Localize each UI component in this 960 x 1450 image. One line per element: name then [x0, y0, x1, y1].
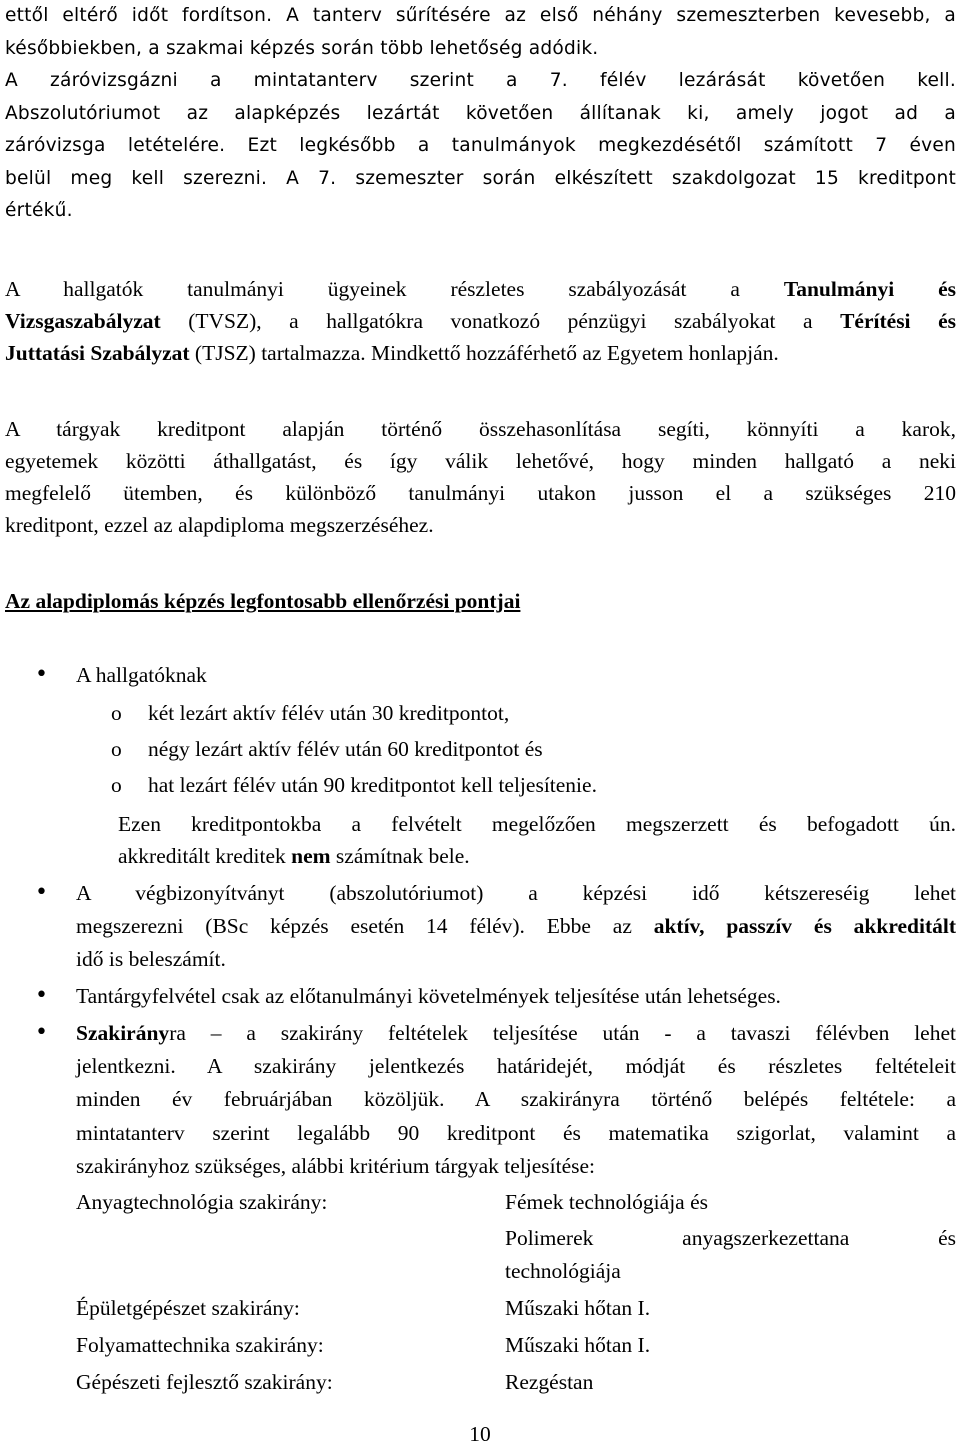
text-line: A végbizonyítványt (abszolutóriumot) a képzési idő kétszereséig lehet [76, 881, 956, 905]
text-line: belül meg kell szerezni. A 7. szemeszter során elkészített szakdolgozat 15 kreditpont [5, 167, 956, 189]
text-line: minden év februárjában közöljük. A szakirányra történő belépés feltétele: a [76, 1087, 956, 1112]
bullet-icon: • [35, 880, 48, 905]
specialization-name: Folyamattechnika szakirány: [76, 1333, 324, 1357]
bold-run: Tanulmányi és [783, 277, 957, 301]
text-line [118, 840, 956, 872]
sub-bullet-icon: o [111, 737, 122, 761]
text-line [5, 273, 956, 305]
text-line: későbbiekben, a szakmai képzés során több lehetőség adódik. [5, 37, 599, 59]
text-line: Polimerek anyagszerkezettana és [505, 1226, 956, 1250]
text-run: ra – a szakirány feltételek teljesítése után - a tavaszi félévben lehet [169, 1021, 956, 1045]
text-run: A hallgatók tanulmányi ügyeinek részletes szabályozását a [5, 277, 784, 301]
text-line: Abszolutóriumot az alapképzés lezártát követően állítanak ki, amely jogot ad a [5, 102, 956, 124]
bold-run: Szakirány [76, 1021, 170, 1045]
bullet-icon: • [35, 662, 48, 687]
specialization-name: Anyagtechnológia szakirány: [76, 1190, 328, 1214]
list-item-text [76, 877, 956, 977]
text-line [76, 1017, 956, 1050]
text-line [5, 305, 956, 337]
sub-list-item: hat lezárt félév után 90 kreditpontot kell teljesítenie. [148, 773, 597, 797]
list-item-text: A hallgatóknak [76, 663, 207, 687]
section-heading: Az alapdiplomás képzés legfontosabb ellenőrzési pontjai [5, 589, 521, 613]
specialization-subject: Fémek technológiája és [505, 1190, 708, 1214]
credits-paragraph [5, 413, 956, 541]
regulations-paragraph [5, 273, 956, 369]
bold-run: Térítési és [840, 309, 956, 333]
text-line: Ezen kreditpontokba a felvételt megelőzően megszerzett és befogadott ún. [118, 812, 956, 836]
sub-list-item: négy lezárt aktív félév után 60 kreditpontot és [148, 737, 543, 761]
text-run: megszerezni (BSc képzés esetén 14 félév). Ebbe az [76, 914, 654, 939]
sub-bullet-icon: o [111, 701, 122, 725]
list-item-text [76, 1017, 956, 1183]
intro-paragraph [5, 0, 956, 228]
text-run: akkreditált kreditek [118, 844, 292, 868]
text-line: értékű. [5, 200, 73, 221]
text-line: mintatanterv szerint legalább 90 kreditpont és matematika szigorlat, valamint a [76, 1120, 956, 1145]
text-line: megfelelő ütemben, és különböző tanulmányi utakon jusson el a szükséges 210 [5, 481, 956, 505]
text-run: (TVSZ), a hallgatókra vonatkozó pénzügyi szabályokat a [160, 309, 841, 333]
text-line: A záróvizsgázni a mintatanterv szerint a 7. félév lezárását követően kell. [5, 70, 956, 91]
specialization-subject: Rezgéstan [505, 1370, 594, 1394]
text-line [76, 910, 956, 943]
specialization-name: Épületgépészet szakirány: [76, 1296, 300, 1320]
text-line: A tárgyak kreditpont alapján történő összehasonlítása segíti, könnyíti a karok, [5, 417, 956, 441]
sub-bullet-icon: o [111, 773, 122, 797]
specialization-name: Gépészeti fejlesztő szakirány: [76, 1370, 333, 1394]
bold-run: Juttatási Szabályzat [5, 341, 190, 365]
text-line: ettől eltérő időt fordítson. A tanterv sűrítésére az első néhány szemeszterben kevesebb, a [5, 5, 956, 26]
text-line: záróvizsga letételére. Ezt legkésőbb a tanulmányok megkezdésétől számított 7 éven [5, 135, 956, 156]
text-line: egyetemek közötti áthallgatást, és így válik lehetővé, hogy minden hallgató a neki [5, 449, 956, 473]
bullet-icon: • [35, 1020, 48, 1045]
bold-run: Vizsgaszabályzat [5, 309, 161, 333]
text-line: idő is beleszámít. [76, 947, 226, 972]
list-item-text: Tantárgyfelvétel csak az előtanulmányi követelmények teljesítése után lehetséges. [76, 984, 781, 1008]
page-number: 10 [469, 1422, 491, 1446]
text-line: jelentkezni. A szakirány jelentkezés határidejét, módját és részletes feltételeit [76, 1054, 956, 1079]
text-run: számítnak bele. [330, 844, 470, 868]
bold-run: nem [291, 844, 331, 868]
text-line [5, 337, 956, 369]
text-line: technológiája [505, 1259, 621, 1283]
text-line: kreditpont, ezzel az alapdiploma megszerzéséhez. [5, 513, 434, 537]
text-run: (TJSZ) tartalmazza. Mindkettő hozzáférhető az Egyetem honlapján. [189, 341, 779, 365]
bold-run: aktív, passzív és akkreditált [653, 914, 956, 939]
specialization-subject: Műszaki hőtan I. [505, 1333, 651, 1357]
credit-note [118, 808, 956, 872]
specialization-subject-extra [505, 1222, 956, 1288]
bullet-icon: • [35, 983, 48, 1008]
text-line: szakirányhoz szükséges, alábbi kritérium tárgyak teljesítése: [76, 1153, 596, 1178]
sub-list-item: két lezárt aktív félév után 30 kreditpontot, [148, 701, 510, 725]
specialization-subject: Műszaki hőtan I. [505, 1296, 651, 1320]
